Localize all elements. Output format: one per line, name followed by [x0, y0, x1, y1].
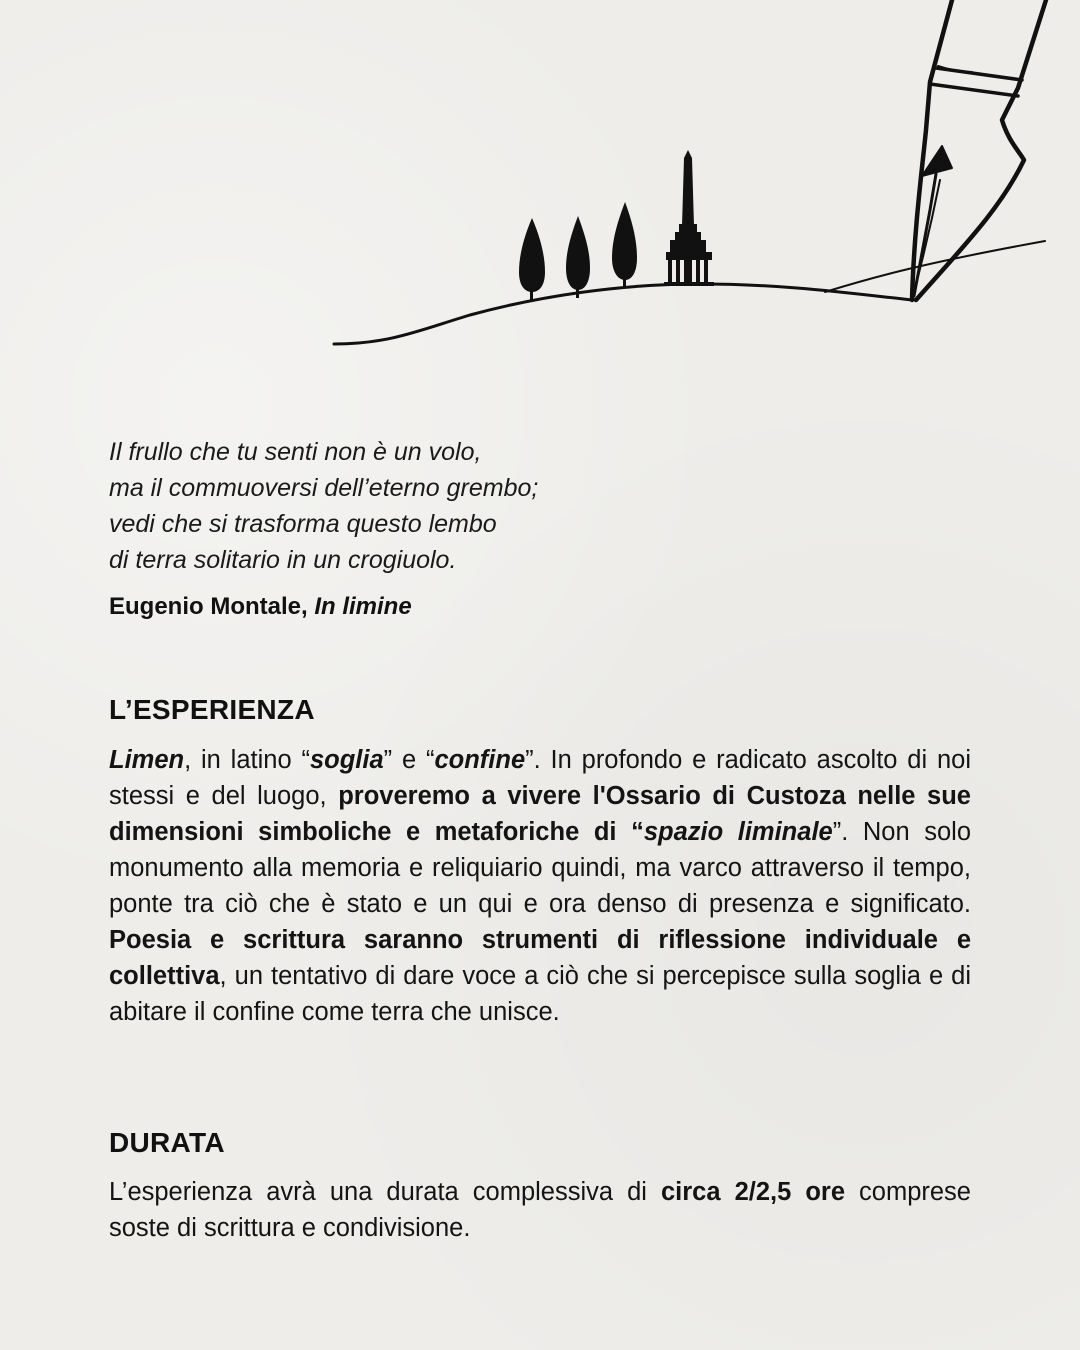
text-segment: ”. In profondo e radicato ascolto di noi stessi e del luogo,: [109, 746, 971, 810]
text-segment: spazio liminale: [643, 818, 833, 846]
text-segment: Limen: [109, 746, 185, 774]
text-segment: soglia: [309, 746, 384, 774]
ossuary-monument-icon: [664, 150, 714, 286]
ink-stroke: [825, 241, 1045, 292]
attribution-work: In limine: [314, 593, 412, 620]
text-segment: , un tentativo di dare voce a ciò che si percepisce sulla soglia e di abitare il confine come terra che unisce.: [109, 962, 971, 1026]
text-segment: confine: [434, 746, 526, 774]
poem-line: Il frullo che tu senti non è un volo,: [109, 438, 482, 466]
poem-line: di terra solitario in un crogiuolo.: [109, 546, 457, 574]
duration-paragraph: [109, 1174, 971, 1246]
hill-line: [334, 284, 912, 344]
pen-drawing-landscape-icon: [0, 0, 1080, 380]
experience-paragraph: [109, 742, 971, 1030]
attribution-author: Eugenio Montale,: [109, 593, 315, 620]
cypress-tree-icon: [519, 218, 545, 302]
fountain-pen-icon: [912, 0, 1046, 300]
duration-heading: DURATA: [109, 1127, 225, 1158]
text-segment: comprese soste di scrittura e condivisione.: [109, 1178, 971, 1242]
cypress-tree-icon: [566, 216, 590, 298]
text-segment: , in latino “: [184, 746, 310, 774]
text-segment: L’esperienza avrà una durata complessiva di: [109, 1178, 661, 1206]
text-segment: circa 2/2,5 ore: [660, 1178, 845, 1206]
poem-attribution: [109, 590, 412, 624]
cypress-tree-icon: [612, 202, 637, 288]
poem-line: vedi che si trasforma questo lembo: [109, 510, 497, 538]
poem-line: ma il commuoversi dell’eterno grembo;: [109, 474, 539, 502]
experience-heading: L’ESPERIENZA: [109, 694, 315, 725]
poem-quote: [109, 434, 809, 578]
text-segment: proveremo a vivere l'Ossario di Custoza nelle sue dimensioni simboliche e metaforiche di “: [109, 782, 971, 846]
text-segment: ”. Non solo monumento alla memoria e reliquiario quindi, ma varco attraverso il tempo, ponte tra ciò che è stato e un qui e ora denso di presenza e significato.: [109, 818, 972, 918]
text-segment: Poesia e scrittura saranno strumenti di riflessione individuale e collettiva: [109, 926, 971, 990]
text-segment: ” e “: [383, 746, 435, 774]
